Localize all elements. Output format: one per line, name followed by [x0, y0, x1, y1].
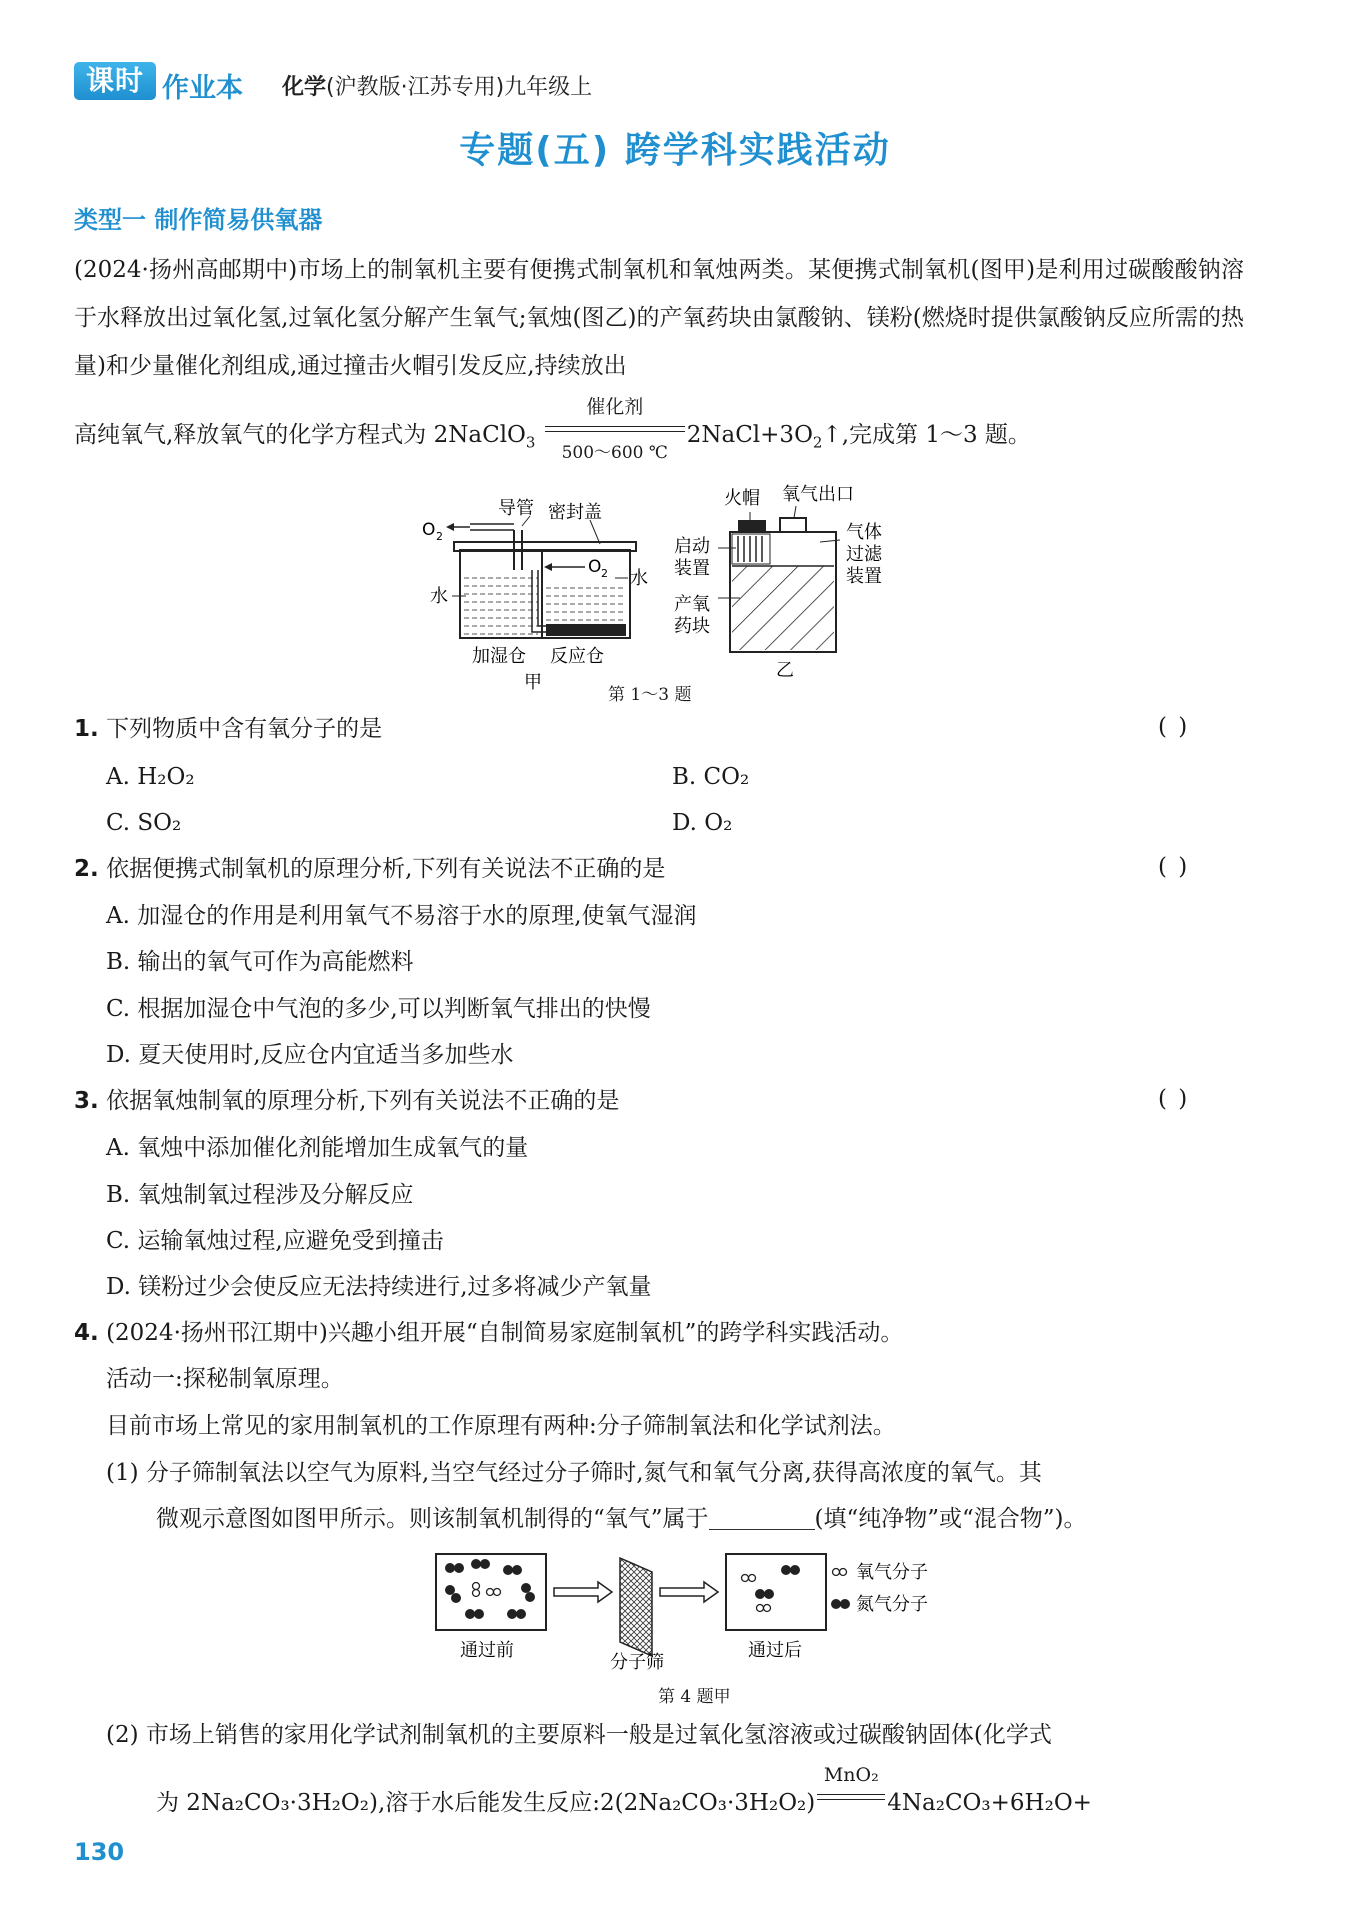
answer-bracket: ( )	[1158, 714, 1190, 740]
figure-jia	[422, 498, 648, 693]
cap-label: 火帽	[724, 488, 760, 509]
q4-intro: 目前市场上常见的家用制氧机的工作原理有两种:分子筛制氧法和化学试剂法。	[106, 1413, 896, 1439]
question-3	[74, 1086, 619, 1116]
q4-part2-products: 4Na₂CO₃+6H₂O+	[887, 1790, 1092, 1816]
sieve-label: 分子筛	[610, 1652, 664, 1673]
option-d: D. 镁粉过少会使反应无法持续进行,过多将减少产氧量	[106, 1274, 652, 1300]
catalyst-label: MnO₂	[823, 1764, 879, 1786]
q4-part1-end: (填“纯净物”或“混合物”)。	[814, 1506, 1087, 1532]
before-label: 通过前	[460, 1640, 514, 1661]
option-b: B. CO₂	[672, 764, 750, 790]
option-d: D. 夏天使用时,反应仓内宜适当多加些水	[106, 1042, 514, 1068]
edition: (沪教版·江苏专用)九年级上	[326, 75, 593, 100]
logo: 课时	[74, 62, 156, 100]
pipe-label: 导管	[498, 498, 534, 519]
question-stem: 依据氧烛制氧的原理分析,下列有关说法不正确的是	[106, 1088, 620, 1114]
figure-yi	[674, 484, 883, 681]
section-heading: 类型一 制作简易供氧器	[74, 206, 323, 234]
book-info	[282, 70, 592, 101]
question-number: 2.	[74, 856, 99, 882]
figure-molecular-sieve	[430, 1548, 990, 1678]
filter-label-2: 过滤	[846, 544, 882, 565]
reaction-condition	[543, 396, 687, 463]
question-1	[74, 714, 382, 744]
option-b: B. 输出的氧气可作为高能燃料	[106, 949, 414, 975]
figure4-caption: 第 4 题甲	[658, 1687, 731, 1707]
answer-bracket: ( )	[1158, 854, 1190, 880]
temperature-label: 500～600 ℃	[561, 443, 668, 463]
sieve-shape	[620, 1558, 652, 1656]
oxygen-block-label-2: 药块	[674, 616, 710, 637]
subscript: 3	[525, 433, 536, 452]
q4-part1-line2	[156, 1504, 1087, 1534]
q4-part2-line1: (2) 市场上销售的家用化学试剂制氧机的主要原料一般是过氧化氢溶液或过碳酸钠固体(化学式	[106, 1722, 1052, 1748]
start-device-label-1: 启动	[674, 536, 710, 557]
filter-label-1: 气体	[846, 522, 882, 543]
figure-oxygen-devices	[410, 470, 930, 700]
intro-end: ↑,完成第 1～3 题。	[822, 422, 1031, 448]
filter-label-3: 装置	[846, 566, 882, 587]
o2-label: O	[422, 520, 436, 540]
intro-equation-line	[74, 396, 1031, 463]
outlet-label: 氧气出口	[782, 484, 854, 505]
answer-bracket: ( )	[1158, 1086, 1190, 1112]
humidifier-label: 加湿仓	[472, 646, 526, 667]
figure1-caption: 第 1～3 题	[608, 685, 692, 705]
q4-part1-text: 微观示意图如图甲所示。则该制氧机制得的“氧气”属于	[156, 1506, 709, 1532]
subscript: 2	[436, 530, 443, 543]
reaction-condition	[815, 1764, 887, 1812]
brand-name: 作业本	[162, 73, 243, 104]
figure-jia-label: 甲	[524, 672, 542, 693]
water-right-label: 水	[630, 568, 648, 589]
subscript: 2	[812, 433, 823, 452]
question-stem: 下列物质中含有氧分子的是	[106, 716, 383, 742]
question-number: 3.	[74, 1088, 99, 1114]
legend	[831, 1562, 928, 1615]
option-a: A. 加湿仓的作用是利用氧气不易溶于水的原理,使氧气湿润	[106, 903, 697, 929]
water-left-label: 水	[430, 586, 448, 607]
figure-yi-label: 乙	[776, 660, 794, 681]
product-text: 2NaCl+3O	[686, 422, 813, 448]
question-number: 4.	[74, 1320, 99, 1346]
subject: 化学	[282, 75, 327, 100]
catalyst-label: 催化剂	[586, 396, 644, 418]
after-box	[726, 1554, 826, 1630]
question-2	[74, 854, 665, 884]
lid-label: 密封盖	[548, 502, 602, 523]
intro-paragraph: (2024·扬州高邮期中)市场上的制氧机主要有便携式制氧机和氧烛两类。某便携式制氧机(图甲)是利用过碳酸酸钠溶于水释放出过氧化氢,过氧化氢分解产生氧气;氧烛(图乙)的产氧药块由氯酸钠、镁粉(燃烧时提供氯酸钠反应所需的热量)和少量催化剂组成,通过撞击火帽引发反应,持续放出	[74, 257, 1244, 379]
legend-oxygen: 氧气分子	[856, 1562, 928, 1583]
q4-part1-line1: (1) 分子筛制氧法以空气为原料,当空气经过分子筛时,氮气和氧气分离,获得高浓度的氧气。其	[106, 1460, 1042, 1486]
page-title: 专题(五) 跨学科实践活动	[459, 130, 891, 171]
question-stem: 依据便携式制氧机的原理分析,下列有关说法不正确的是	[106, 856, 666, 882]
intro-text: 高纯氧气,释放氧气的化学方程式为 2NaClO	[74, 422, 526, 448]
q4-part2-text: 为 2Na₂CO₃·3H₂O₂),溶于水后能发生反应:2(2Na₂CO₃·3H₂O₂)	[156, 1790, 816, 1816]
option-a: A. 氧烛中添加催化剂能增加生成氧气的量	[106, 1135, 529, 1161]
option-b: B. 氧烛制氧过程涉及分解反应	[106, 1182, 414, 1208]
oxygen-block-label-1: 产氧	[674, 594, 710, 615]
option-c: C. SO₂	[106, 810, 182, 836]
answer-blank[interactable]	[709, 1505, 815, 1530]
q4-part2-line2	[156, 1764, 1092, 1818]
option-c: C. 根据加湿仓中气泡的多少,可以判断氧气排出的快慢	[106, 996, 651, 1022]
question-stem: (2024·扬州邗江期中)兴趣小组开展“自制简易家庭制氧机”的跨学科实践活动。	[106, 1320, 904, 1346]
page-number: 130	[74, 1838, 125, 1866]
legend-nitrogen: 氮气分子	[856, 1594, 928, 1615]
subscript: 2	[601, 567, 608, 580]
option-c: C. 运输氧烛过程,应避免受到撞击	[106, 1228, 444, 1254]
o2-arrow-label: O	[588, 557, 602, 577]
question-number: 1.	[74, 716, 99, 742]
option-a: A. H₂O₂	[106, 764, 195, 790]
activity-1: 活动一:探秘制氧原理。	[106, 1366, 344, 1392]
reactor-label: 反应仓	[550, 646, 604, 667]
question-4	[74, 1318, 903, 1348]
after-label: 通过后	[748, 1640, 802, 1661]
option-d: D. O₂	[672, 810, 733, 836]
start-device-label-2: 装置	[674, 558, 710, 579]
